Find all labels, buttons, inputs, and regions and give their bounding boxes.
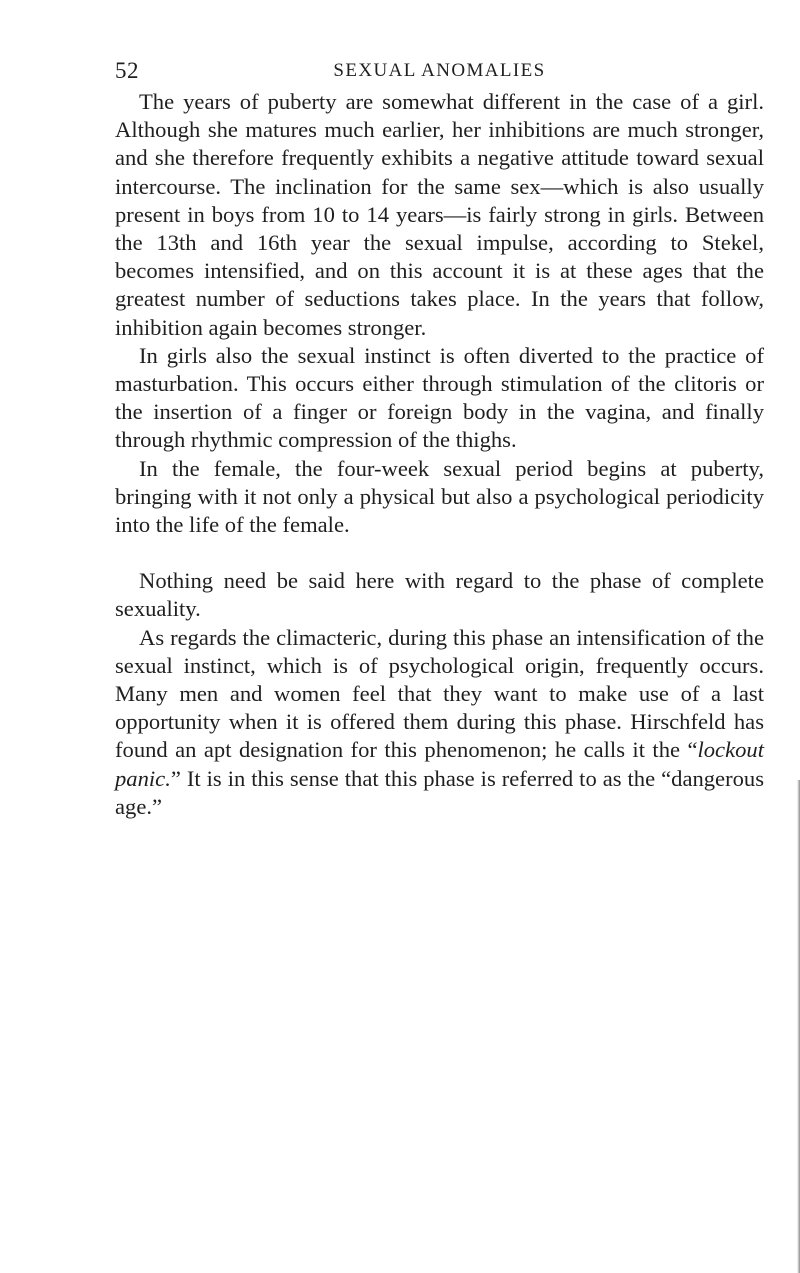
- page-header: [115, 58, 764, 88]
- paragraph: Nothing need be said here with regard to the phase of complete sexuality.: [115, 568, 764, 622]
- paragraph: The years of puberty are somewhat different in the case of a girl. Although she matures much earlier, her inhibitions are much stronger, and she therefore frequently exhibits a negative attitude toward sexual intercourse. The inclination for the same sex—which is also usually present in boys from 10 to 14 years—is fairly strong in girls. Between the 13th and 16th year the sexual impulse, according to Stekel, becomes intensified, and on this account it is at these ages that the greatest number of seductions takes place. In the years that follow, inhibition again becomes stronger.: [115, 89, 764, 340]
- page-number: 52: [115, 58, 139, 83]
- paragraph: [115, 624, 764, 821]
- running-head: SEXUAL ANOMALIES: [333, 60, 546, 81]
- italic-term: lockout panic.: [115, 737, 764, 791]
- paragraph: In girls also the sexual instinct is often diverted to the practice of masturbation. This occurs either through stimulation of the clitoris or the insertion of a finger or foreign body in the vagina, and finally through rhythmic compression of the thighs.: [115, 342, 764, 453]
- paragraph-text: ” It is in this sense that this phase is referred to as the “dangerous age.”: [115, 765, 764, 819]
- paragraph-text: As regards the climacteric, during this phase an intensification of the sexual instinct, which is of psychological origin, frequently occurs. Many men and women feel that they want to make use of a last opportunity when it is offered them during this phase. Hirschfeld has found an apt designation for this phenomenon; he calls it the “: [115, 624, 764, 763]
- body-text: [115, 88, 764, 821]
- paragraph: In the female, the four-week sexual period begins at puberty, bringing with it not only a physical but also a psychological periodicity into the life of the female.: [115, 455, 764, 538]
